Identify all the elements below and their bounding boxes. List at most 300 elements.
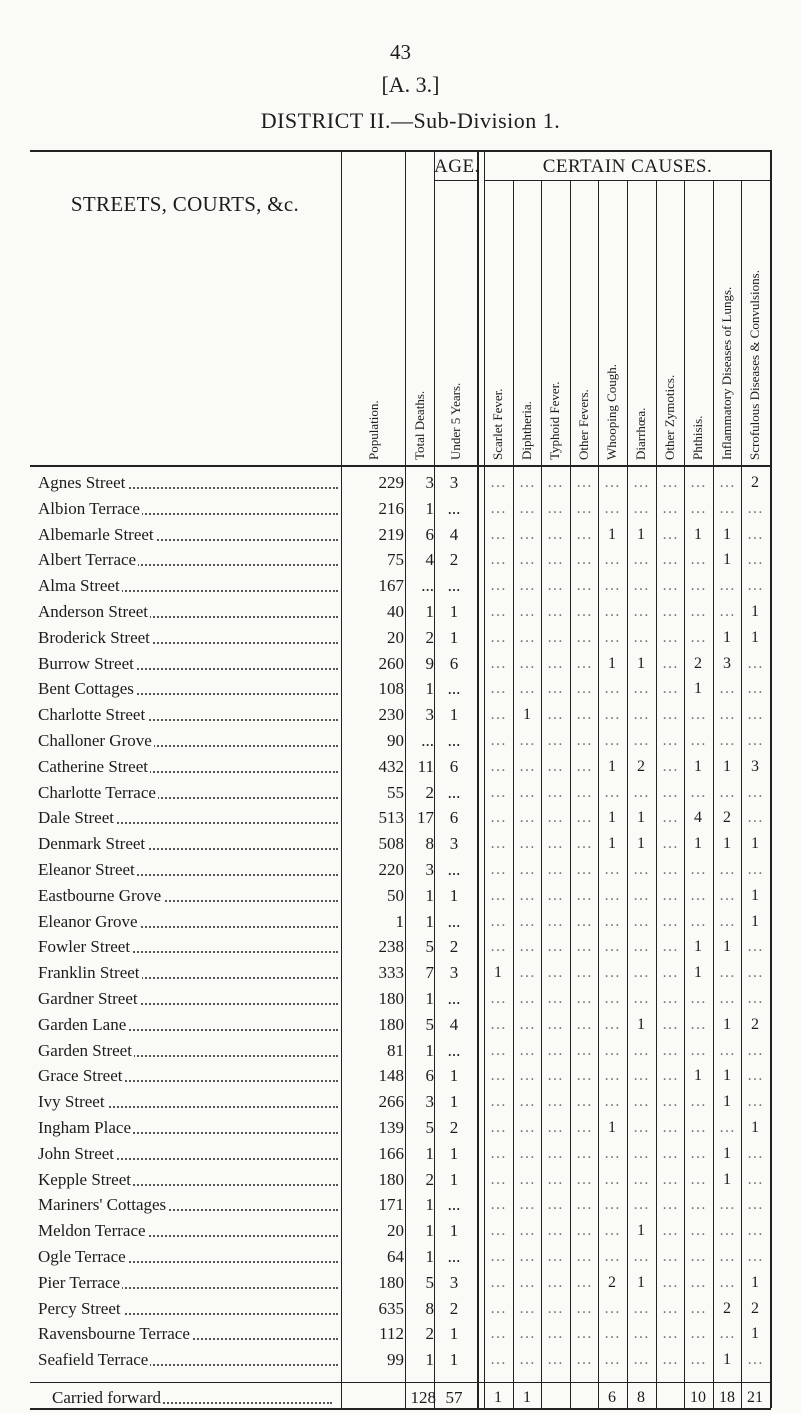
cause-cell-9: … <box>747 1093 763 1110</box>
cause-cell-3: … <box>576 758 592 775</box>
cause-cell-0: … <box>490 1171 506 1188</box>
cause-cell-4: … <box>604 887 620 904</box>
cause-cell-9: … <box>747 1222 763 1239</box>
cause-cell-6: … <box>662 1093 678 1110</box>
cause-cell-7: … <box>690 1016 706 1033</box>
cause-cell-5: … <box>633 474 649 491</box>
street-name: Dale Street <box>38 805 338 830</box>
cause-cell-4: … <box>604 784 620 801</box>
cause-cell-0: … <box>490 835 506 852</box>
total-deaths-cell: 1 <box>425 1041 434 1060</box>
table-row <box>0 470 801 495</box>
cause-cell-7: 1 <box>694 526 702 543</box>
cause-cell-8: 1 <box>723 835 731 852</box>
cause-cell-9: … <box>747 706 763 723</box>
cause-header-7: Phthisis. <box>690 415 705 460</box>
cause-cell-9: 1 <box>751 913 759 930</box>
cause-cell-9: … <box>747 1196 763 1213</box>
under-5-cell: 1 <box>449 1221 459 1240</box>
cause-cell-6: … <box>662 1222 678 1239</box>
cause-cell-1: … <box>519 1325 535 1342</box>
cause-cell-3: … <box>576 655 592 672</box>
cause-cell-2: … <box>547 1067 563 1084</box>
cause-cell-6: … <box>662 1145 678 1162</box>
cause-cell-0: … <box>490 1351 506 1368</box>
cause-cell-3: … <box>576 1171 592 1188</box>
cause-cell-6: … <box>662 629 678 646</box>
cause-cell-0: … <box>490 1067 506 1084</box>
cause-cell-9: … <box>747 577 763 594</box>
cause-cell-0: … <box>490 1145 506 1162</box>
under-5-cell: 3 <box>449 1273 459 1292</box>
total-deaths-cell: 5 <box>425 937 434 956</box>
cause-cell-9: … <box>747 809 763 826</box>
cause-cell-4: … <box>604 500 620 517</box>
cause-cell-4: … <box>604 1042 620 1059</box>
total-deaths-cell: 1 <box>425 1221 434 1240</box>
total-deaths-cell: ... <box>421 576 434 595</box>
population-cell: 55 <box>387 783 404 802</box>
population-cell: 81 <box>387 1041 404 1060</box>
cause-cell-4: … <box>604 1351 620 1368</box>
cause-header-6: Other Zymotics. <box>662 374 677 460</box>
cause-cell-8: 1 <box>723 551 731 568</box>
table-row <box>0 625 801 650</box>
cause-header-5: Diarrhœa. <box>633 407 648 460</box>
cause-cell-9: … <box>747 1145 763 1162</box>
cause-cell-5: … <box>633 1067 649 1084</box>
table-row <box>0 1296 801 1321</box>
cause-cell-5: … <box>633 1248 649 1265</box>
cause-cell-7: 1 <box>694 964 702 981</box>
cause-cell-7: … <box>690 1171 706 1188</box>
cause-cell-5: 1 <box>637 835 645 852</box>
total-deaths-cell: 2 <box>425 1170 434 1189</box>
cause-cell-1: … <box>519 990 535 1007</box>
population-cell: 112 <box>379 1324 404 1343</box>
cause-cell-8: … <box>719 1119 735 1136</box>
population-cell: 99 <box>387 1350 404 1369</box>
population-cell: 40 <box>387 602 404 621</box>
causes-group-header: CERTAIN CAUSES. <box>542 156 713 177</box>
street-name: Percy Street <box>38 1296 338 1321</box>
cause-cell-5: 2 <box>637 758 645 775</box>
cause-cell-2: … <box>547 706 563 723</box>
cause-cell-1: … <box>519 1145 535 1162</box>
cause-cell-8: 1 <box>723 758 731 775</box>
under-5-cell: 6 <box>449 808 459 827</box>
cause-cell-6: … <box>662 1016 678 1033</box>
population-cell: 238 <box>378 937 404 956</box>
table-row <box>0 496 801 521</box>
street-name: Agnes Street <box>38 470 338 495</box>
cause-cell-2: … <box>547 1042 563 1059</box>
under-5-cell: 1 <box>449 1170 459 1189</box>
cause-cell-6: … <box>662 1325 678 1342</box>
cause-cell-3: … <box>576 964 592 981</box>
cause-cell-8: … <box>719 680 735 697</box>
cause-cell-4: … <box>604 551 620 568</box>
cause-cell-6: … <box>662 861 678 878</box>
cause-cell-9: … <box>747 861 763 878</box>
cause-cell-5: … <box>633 551 649 568</box>
street-name: Anderson Street <box>38 599 338 624</box>
cause-cell-3: … <box>576 577 592 594</box>
street-name: Ogle Terrace <box>38 1244 338 1269</box>
cause-cell-5: 1 <box>637 1274 645 1291</box>
cause-cell-6: … <box>662 680 678 697</box>
cause-cell-9: 1 <box>751 629 759 646</box>
total-deaths-cell: 1 <box>425 1144 434 1163</box>
cause-cell-4: 2 <box>608 1274 616 1291</box>
cause-cell-7: 2 <box>694 655 702 672</box>
cause-cell-7: 1 <box>694 835 702 852</box>
cause-cell-1: … <box>519 1248 535 1265</box>
total-deaths-cell: 5 <box>425 1273 434 1292</box>
cause-cell-2: … <box>547 1351 563 1368</box>
total-deaths-cell: 17 <box>417 808 434 827</box>
table-row <box>0 1167 801 1192</box>
cause-cell-6: … <box>662 1274 678 1291</box>
cause-cell-0: … <box>490 1248 506 1265</box>
cause-cell-2: … <box>547 809 563 826</box>
under-5-cell: 1 <box>449 1350 459 1369</box>
total-deaths-cell: 1 <box>425 912 434 931</box>
cause-cell-2: … <box>547 1093 563 1110</box>
under-5-cell: 1 <box>449 602 459 621</box>
street-name: Denmark Street <box>38 831 338 856</box>
street-name: Eastbourne Grove <box>38 883 338 908</box>
total-deaths-cell: 11 <box>417 757 434 776</box>
cause-cell-6: … <box>662 990 678 1007</box>
street-name: Grace Street <box>38 1063 338 1088</box>
table-row <box>0 599 801 624</box>
cause-cell-1: … <box>519 1222 535 1239</box>
cause-cell-6: … <box>662 809 678 826</box>
total-deaths-cell: ... <box>421 731 434 750</box>
cause-cell-2: … <box>547 577 563 594</box>
cause-cell-5: … <box>633 603 649 620</box>
cause-cell-0: … <box>490 603 506 620</box>
cause-cell-2: … <box>547 1171 563 1188</box>
cause-cell-7: … <box>690 732 706 749</box>
cause-cell-8: … <box>719 1248 735 1265</box>
total-deaths-header: Total Deaths. <box>412 390 427 460</box>
under-5-cell: ... <box>447 912 461 931</box>
cause-cell-8: 1 <box>723 1067 731 1084</box>
cause-cell-7: 1 <box>694 680 702 697</box>
street-name: Garden Street <box>38 1038 338 1063</box>
cause-cell-0: … <box>490 1222 506 1239</box>
cause-cell-4: 1 <box>608 1119 616 1136</box>
cause-cell-7: … <box>690 629 706 646</box>
street-name: Charlotte Street <box>38 702 338 727</box>
cause-cell-7: … <box>690 1274 706 1291</box>
cause-cell-8: … <box>719 1274 735 1291</box>
under-5-cell: 1 <box>449 628 459 647</box>
cause-cell-6: … <box>662 887 678 904</box>
cause-cell-8: … <box>719 913 735 930</box>
cause-cell-0: … <box>490 1325 506 1342</box>
street-name: Franklin Street <box>38 960 338 985</box>
population-cell: 260 <box>378 654 404 673</box>
cause-cell-1: … <box>519 1351 535 1368</box>
cause-cell-7: … <box>690 861 706 878</box>
cause-cell-3: … <box>576 1248 592 1265</box>
cause-cell-7: … <box>690 1325 706 1342</box>
cause-cell-2: … <box>547 913 563 930</box>
population-cell: 167 <box>378 576 404 595</box>
age-group-rule <box>434 180 478 181</box>
cause-cell-6: … <box>662 938 678 955</box>
cause-cell-7: 1 <box>694 1067 702 1084</box>
cause-cell-5: … <box>633 964 649 981</box>
cause-cell-5: … <box>633 784 649 801</box>
cause-cell-4: … <box>604 603 620 620</box>
cause-cell-9: … <box>747 1042 763 1059</box>
cause-cell-7: … <box>690 1300 706 1317</box>
cause-cell-3: … <box>576 1274 592 1291</box>
cause-cell-3: … <box>576 1042 592 1059</box>
cause-cell-8: 1 <box>723 1093 731 1110</box>
under-5-cell: 1 <box>449 1066 459 1085</box>
population-cell: 108 <box>378 679 404 698</box>
cause-cell-9: … <box>747 680 763 697</box>
table-row <box>0 857 801 882</box>
cause-cell-5: … <box>633 1196 649 1213</box>
total-deaths-cell: 1 <box>425 679 434 698</box>
cause-cell-5: … <box>633 861 649 878</box>
cause-cell-0: … <box>490 1300 506 1317</box>
cause-cell-6: … <box>662 603 678 620</box>
street-name: Albemarle Street <box>38 522 338 547</box>
cause-cell-4: … <box>604 1016 620 1033</box>
street-name: Charlotte Terrace <box>38 780 338 805</box>
cause-cell-9: … <box>747 655 763 672</box>
cause-total-7: 10 <box>690 1389 706 1406</box>
total-deaths-cell: 3 <box>425 705 434 724</box>
cause-cell-8: 1 <box>723 938 731 955</box>
under-5-cell: 1 <box>449 1144 459 1163</box>
cause-cell-7: … <box>690 577 706 594</box>
table-row <box>0 522 801 547</box>
cause-cell-3: … <box>576 1300 592 1317</box>
table-row <box>0 1218 801 1243</box>
cause-cell-0: … <box>490 500 506 517</box>
cause-cell-9: … <box>747 964 763 981</box>
cause-cell-4: … <box>604 1248 620 1265</box>
cause-cell-7: … <box>690 1093 706 1110</box>
cause-cell-9: … <box>747 1171 763 1188</box>
cause-cell-5: … <box>633 913 649 930</box>
under-5-cell: 6 <box>449 757 459 776</box>
cause-cell-4: … <box>604 1325 620 1342</box>
cause-cell-5: 1 <box>637 655 645 672</box>
cause-cell-0: … <box>490 680 506 697</box>
street-name: Alma Street <box>38 573 338 598</box>
population-cell: 90 <box>387 731 404 750</box>
cause-cell-3: … <box>576 1196 592 1213</box>
cause-cell-1: … <box>519 526 535 543</box>
cause-cell-6: … <box>662 1067 678 1084</box>
street-name: Challoner Grove <box>38 728 338 753</box>
under-5-cell: 1 <box>449 886 459 905</box>
cause-cell-9: … <box>747 990 763 1007</box>
street-name: Bent Cottages <box>38 676 338 701</box>
cause-cell-5: … <box>633 732 649 749</box>
cause-cell-9: 1 <box>751 1325 759 1342</box>
total-deaths-cell: 4 <box>425 550 434 569</box>
cause-cell-4: … <box>604 474 620 491</box>
cause-cell-1: … <box>519 784 535 801</box>
cause-cell-3: … <box>576 784 592 801</box>
cause-cell-6: … <box>662 732 678 749</box>
total-deaths-cell: 8 <box>425 1299 434 1318</box>
cause-cell-3: … <box>576 990 592 1007</box>
cause-cell-0: … <box>490 758 506 775</box>
population-cell: 75 <box>387 550 404 569</box>
cause-cell-8: 1 <box>723 1016 731 1033</box>
cause-cell-4: … <box>604 990 620 1007</box>
table-row <box>0 805 801 830</box>
street-name: Garden Lane <box>38 1012 338 1037</box>
under-5-total: 57 <box>445 1388 463 1407</box>
population-cell: 64 <box>387 1247 404 1266</box>
cause-cell-6: … <box>662 577 678 594</box>
under-5-cell: ... <box>447 989 461 1008</box>
cause-cell-5: … <box>633 1145 649 1162</box>
cause-cell-4: … <box>604 964 620 981</box>
total-deaths-total: 128 <box>410 1388 436 1407</box>
cause-cell-7: … <box>690 990 706 1007</box>
under-5-cell: ... <box>447 1195 461 1214</box>
population-cell: 20 <box>387 1221 404 1240</box>
population-cell: 50 <box>387 886 404 905</box>
cause-cell-6: … <box>662 1171 678 1188</box>
cause-cell-8: … <box>719 784 735 801</box>
cause-cell-8: … <box>719 500 735 517</box>
cause-cell-4: … <box>604 577 620 594</box>
cause-cell-6: … <box>662 1196 678 1213</box>
cause-cell-3: … <box>576 938 592 955</box>
total-rule <box>30 1382 771 1383</box>
cause-cell-3: … <box>576 1351 592 1368</box>
street-name: Mariners' Cottages <box>38 1192 338 1217</box>
street-name: Eleanor Grove <box>38 909 338 934</box>
cause-cell-1: … <box>519 861 535 878</box>
total-deaths-cell: 3 <box>425 1092 434 1111</box>
table-row <box>0 702 801 727</box>
street-name: Ivy Street <box>38 1089 338 1114</box>
table-row <box>0 1063 801 1088</box>
population-cell: 171 <box>378 1195 404 1214</box>
cause-cell-3: … <box>576 1119 592 1136</box>
cause-cell-4: … <box>604 1171 620 1188</box>
cause-cell-7: … <box>690 1119 706 1136</box>
cause-cell-4: … <box>604 1145 620 1162</box>
cause-header-0: Scarlet Fever. <box>490 388 505 460</box>
under-5-cell: 2 <box>449 937 459 956</box>
cause-cell-0: … <box>490 990 506 1007</box>
cause-cell-4: … <box>604 913 620 930</box>
total-deaths-cell: 9 <box>425 654 434 673</box>
cause-cell-6: … <box>662 784 678 801</box>
page-reference: [A. 3.] <box>381 72 440 97</box>
cause-cell-5: 1 <box>637 1222 645 1239</box>
total-deaths-cell: 1 <box>425 1247 434 1266</box>
cause-cell-3: … <box>576 809 592 826</box>
cause-cell-2: … <box>547 1300 563 1317</box>
cause-cell-7: 4 <box>694 809 702 826</box>
cause-cell-2: … <box>547 500 563 517</box>
population-cell: 180 <box>378 1273 404 1292</box>
cause-header-9: Scrofulous Diseases & Convulsions. <box>747 270 762 460</box>
cause-cell-5: … <box>633 990 649 1007</box>
cause-cell-4: … <box>604 1093 620 1110</box>
cause-cell-6: … <box>662 526 678 543</box>
cause-cell-7: … <box>690 1248 706 1265</box>
cause-cell-4: … <box>604 732 620 749</box>
cause-cell-8: 3 <box>723 655 731 672</box>
cause-cell-8: … <box>719 964 735 981</box>
street-name: Ingham Place <box>38 1115 338 1140</box>
cause-cell-9: … <box>747 1351 763 1368</box>
population-cell: 513 <box>378 808 404 827</box>
cause-cell-8: 1 <box>723 1145 731 1162</box>
cause-cell-6: … <box>662 1351 678 1368</box>
cause-cell-1: … <box>519 1067 535 1084</box>
total-deaths-cell: 5 <box>425 1118 434 1137</box>
cause-cell-6: … <box>662 1248 678 1265</box>
table-row <box>0 1321 801 1346</box>
cause-cell-7: … <box>690 500 706 517</box>
cause-cell-8: … <box>719 887 735 904</box>
cause-cell-0: … <box>490 655 506 672</box>
table-row <box>0 934 801 959</box>
cause-cell-3: … <box>576 526 592 543</box>
population-cell: 432 <box>378 757 404 776</box>
cause-header-2: Typhoid Fever. <box>547 381 562 460</box>
cause-cell-9: 1 <box>751 1119 759 1136</box>
cause-cell-3: … <box>576 1093 592 1110</box>
table-row <box>0 1141 801 1166</box>
cause-cell-8: 2 <box>723 809 731 826</box>
cause-cell-3: … <box>576 1222 592 1239</box>
cause-cell-9: … <box>747 784 763 801</box>
cause-cell-8: … <box>719 861 735 878</box>
cause-cell-4: 1 <box>608 526 616 543</box>
cause-cell-9: 1 <box>751 1274 759 1291</box>
cause-cell-2: … <box>547 732 563 749</box>
cause-cell-8: … <box>719 603 735 620</box>
cause-cell-2: … <box>547 1119 563 1136</box>
cause-cell-8: … <box>719 577 735 594</box>
cause-cell-4: … <box>604 629 620 646</box>
cause-cell-5: … <box>633 629 649 646</box>
table-row <box>0 754 801 779</box>
cause-cell-5: … <box>633 1171 649 1188</box>
cause-cell-6: … <box>662 758 678 775</box>
cause-cell-2: … <box>547 1248 563 1265</box>
under-5-cell: ... <box>447 783 461 802</box>
cause-cell-9: 1 <box>751 887 759 904</box>
cause-cell-8: 1 <box>723 629 731 646</box>
cause-cell-1: … <box>519 1171 535 1188</box>
cause-cell-5: … <box>633 577 649 594</box>
cause-cell-1: … <box>519 964 535 981</box>
cause-cell-2: … <box>547 1145 563 1162</box>
under-5-cell: 1 <box>449 1092 459 1111</box>
